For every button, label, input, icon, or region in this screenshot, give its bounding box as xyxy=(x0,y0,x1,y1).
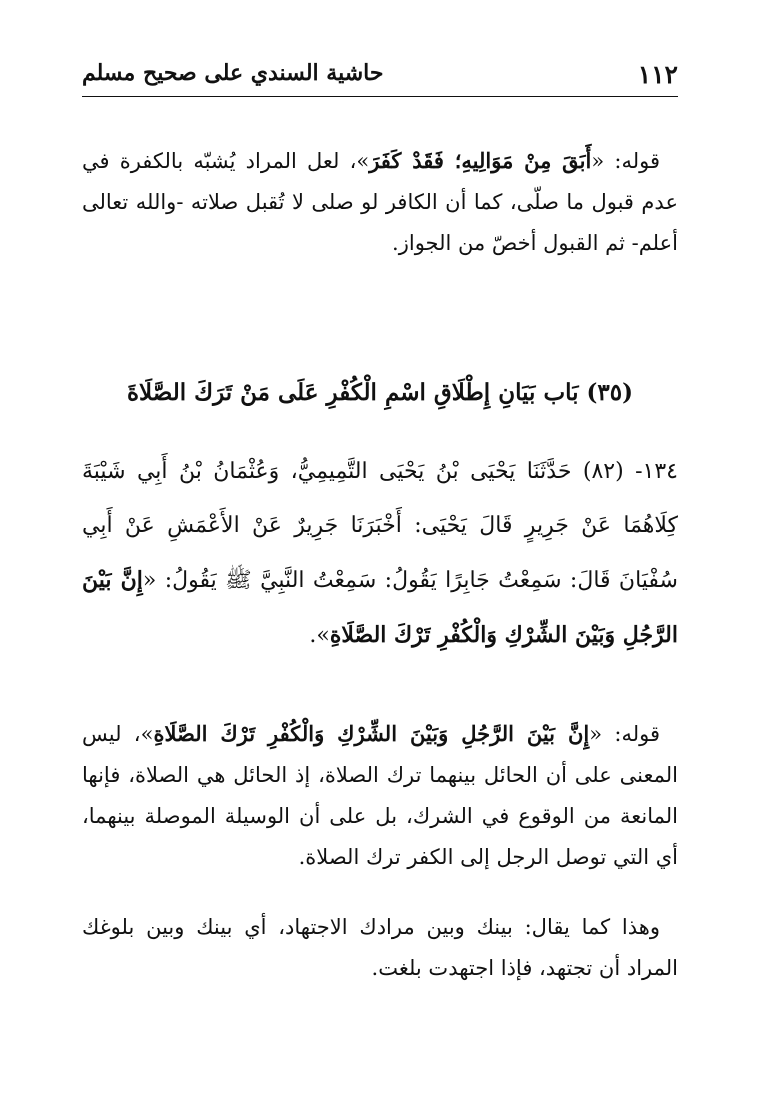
para3-rest: »، ليس المعنى على أن الحائل بينهما ترك الصلاة، إذ الحائل هي الصلاة، فإنها المانعة من الوقوع في الشرك، بل على أن الوسيلة الموصلة بينهما، أي التي توصل الرجل إلى الكفر ترك الصلاة. xyxy=(82,722,678,869)
running-title: حاشية السندي على صحيح مسلم xyxy=(82,60,384,86)
chapter-heading: (٣٥) بَاب بَيَانِ إِطْلَاقِ اسْمِ الْكُفْرِ عَلَى مَنْ تَرَكَ الصَّلَاةَ xyxy=(126,379,634,406)
commentary-paragraph-1 xyxy=(82,140,678,264)
para1-lead: قوله: « xyxy=(591,149,660,173)
hadith-quote: إِنَّ بَيْنَ الرَّجُلِ وَبَيْنَ الشِّرْكِ وَالْكُفْرِ تَرْكَ الصَّلَاةِ xyxy=(82,567,678,648)
para3-lead: قوله: « xyxy=(589,722,661,746)
para1-quote: أَبَقَ مِنْ مَوَالِيهِ؛ فَقَدْ كَفَرَ xyxy=(369,148,592,173)
page-number: ١١٢ xyxy=(637,60,678,89)
hadith-paragraph xyxy=(82,445,678,663)
page-header xyxy=(82,56,678,97)
para3-quote: إِنَّ بَيْنَ الرَّجُلِ وَبَيْنَ الشِّرْكِ وَالْكُفْرِ تَرْكَ الصَّلَاةِ xyxy=(153,721,590,746)
hadith-end: ». xyxy=(309,623,330,648)
commentary-paragraph-2 xyxy=(82,713,678,878)
para1-rest: »، لعل المراد يُشبّه بالكفرة في عدم قبول ما صلّى، كما أن الكافر لو صلى لا تُقبل صلاته -والله تعالى أعلم- ثم القبول أخصّ من الجواز. xyxy=(82,149,678,255)
para4-text: وهذا كما يقال: بينك وبين مرادك الاجتهاد، أي بينك وبين بلوغك المراد أن تجتهد، فإذا اجتهدت بلغت. xyxy=(82,915,678,980)
commentary-paragraph-3 xyxy=(82,907,678,989)
hadith-text: ١٣٤- (٨٢) حَدَّثَنَا يَحْيَى بْنُ يَحْيَى التَّمِيمِيُّ، وَعُثْمَانُ بْنُ أَبِي شَيْبَةَ كِلَاهُمَا عَنْ جَرِيرٍ قَالَ يَحْيَى: أَخْبَرَنَا جَرِيرٌ عَنْ الأَعْمَشِ عَنْ أَبِي سُفْيَانَ قَالَ: سَمِعْتُ جَابِرًا يَقُولُ: سَمِعْتُ النَّبِيَّ ﷺ يَقُولُ: « xyxy=(82,459,678,593)
